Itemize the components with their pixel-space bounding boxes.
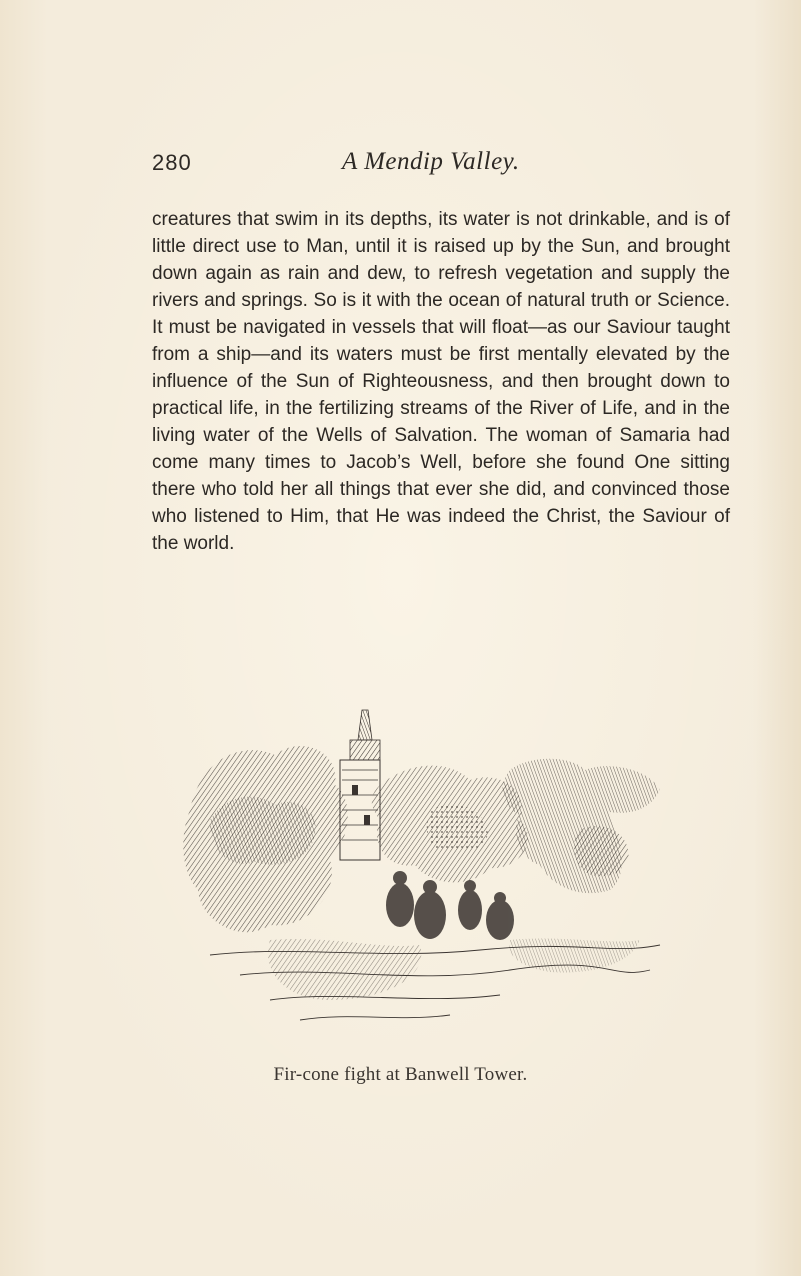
running-head [152,150,672,180]
running-title: A Mendip Valley. [342,148,520,175]
right-trees [503,759,660,893]
figure-caption: Fir-cone fight at Banwell Tower. [273,1064,528,1085]
ground-shading [268,939,640,1000]
page-number: 280 [152,150,192,175]
body-paragraph: creatures that swim in its depths, its water is not drinkable, and is of little direct use to Man, until it is raised up by the Sun, and brought down again as rain and dew, to refresh vegetation and supply the rivers and springs. So is it with the ocean of natural truth or Science. It must be navigated in vessels that will float—as our Saviour taught from a ship—and its waters must be first mentally elevated by the influence of the Sun of Righteousness, and then brought down to practical life, in the fertilizing streams of the River of Life, and in the living water of the Wells of Salvation. The woman of Samaria had come many times to Jacob’s Well, before she found One sitting there who told her all things that ever she did, and convinced those who listened to Him, that He was indeed the Christ, the Saviour of the world. [152,209,730,554]
left-trees [183,746,347,932]
banwell-tower [340,710,380,860]
engraving-illustration [180,700,680,1050]
